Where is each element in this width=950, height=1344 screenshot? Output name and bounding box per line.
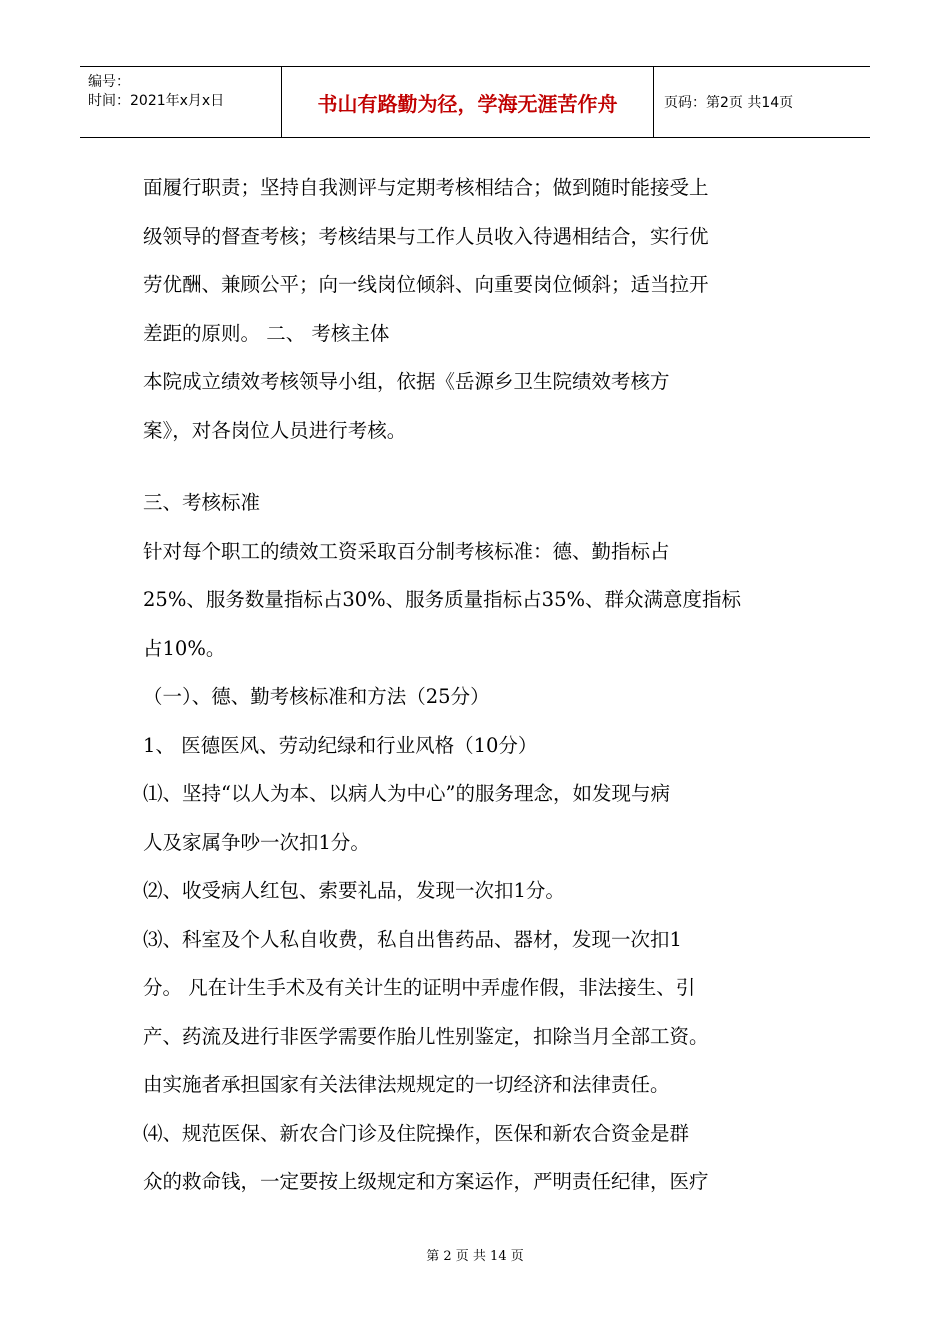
text-line: 分。 凡在计生手术及有关计生的证明中弄虚作假，非法接生、引 bbox=[143, 976, 696, 999]
text-line: ⑴、坚持“以人为本、以病人为中心”的服务理念，如发现与病 bbox=[143, 782, 670, 805]
text-line: 占10%。 bbox=[143, 636, 226, 660]
text-line: ⑵、收受病人红包、索要礼品，发现一次扣1分。 bbox=[143, 879, 565, 902]
text-line: 劳优酬、兼顾公平；向一线岗位倾斜、向重要岗位倾斜；适当拉开 bbox=[143, 273, 709, 296]
time-label: 时间：2021年x月x日 bbox=[88, 93, 225, 109]
text-line: 1、 医德医风、劳动纪绿和行业风格（10分） bbox=[143, 733, 538, 757]
document-body bbox=[143, 164, 803, 1207]
paragraph-gap bbox=[143, 455, 803, 479]
header-table bbox=[80, 66, 870, 138]
page-info: 页码：第2页 共14页 bbox=[664, 95, 794, 111]
text-line: （一）、德、勤考核标准和方法（25分） bbox=[143, 685, 490, 708]
header-meta-cell bbox=[80, 67, 282, 137]
text-line: ⑶、科室及个人私自收费，私自出售药品、器材，发现一次扣1 bbox=[143, 927, 682, 951]
header-motto-cell bbox=[282, 67, 654, 137]
text-line: 本院成立绩效考核领导小组，依据《岳源乡卫生院绩效考核方 bbox=[143, 370, 670, 393]
text-line: 案》，对各岗位人员进行考核。 bbox=[143, 418, 407, 442]
page-footer: 第 2 页 共 14 页 bbox=[426, 1249, 524, 1264]
text-line: 人及家属争吵一次扣1分。 bbox=[143, 830, 370, 854]
text-line: 产、药流及进行非医学需要作胎儿性别鉴定，扣除当月全部工资。 bbox=[143, 1024, 709, 1048]
header-page-cell bbox=[654, 67, 870, 137]
text-line: 众的救命钱，一定要按上级规定和方案运作，严明责任纪律，医疗 bbox=[143, 1170, 709, 1193]
text-line: 差距的原则。 二、 考核主体 bbox=[143, 321, 390, 345]
text-line: 级领导的督查考核；考核结果与工作人员收入待遇相结合，实行优 bbox=[143, 224, 709, 248]
text-line: ⑷、规范医保、新农合门诊及住院操作，医保和新农合资金是群 bbox=[143, 1121, 690, 1145]
text-line: 面履行职责；坚持自我测评与定期考核相结合；做到随时能接受上 bbox=[143, 176, 709, 199]
text-line: 25%、服务数量指标占30%、服务质量指标占35%、群众满意度指标 bbox=[143, 588, 742, 611]
text-line: 由实施者承担国家有关法律法规规定的一切经济和法律责任。 bbox=[143, 1073, 670, 1096]
motto-text: 书山有路勤为径，学海无涯苦作舟 bbox=[317, 91, 618, 116]
text-line: 针对每个职工的绩效工资采取百分制考核标准：德、勤指标占 bbox=[143, 539, 670, 563]
section-heading: 三、考核标准 bbox=[143, 491, 261, 514]
number-label: 编号： bbox=[88, 74, 130, 90]
